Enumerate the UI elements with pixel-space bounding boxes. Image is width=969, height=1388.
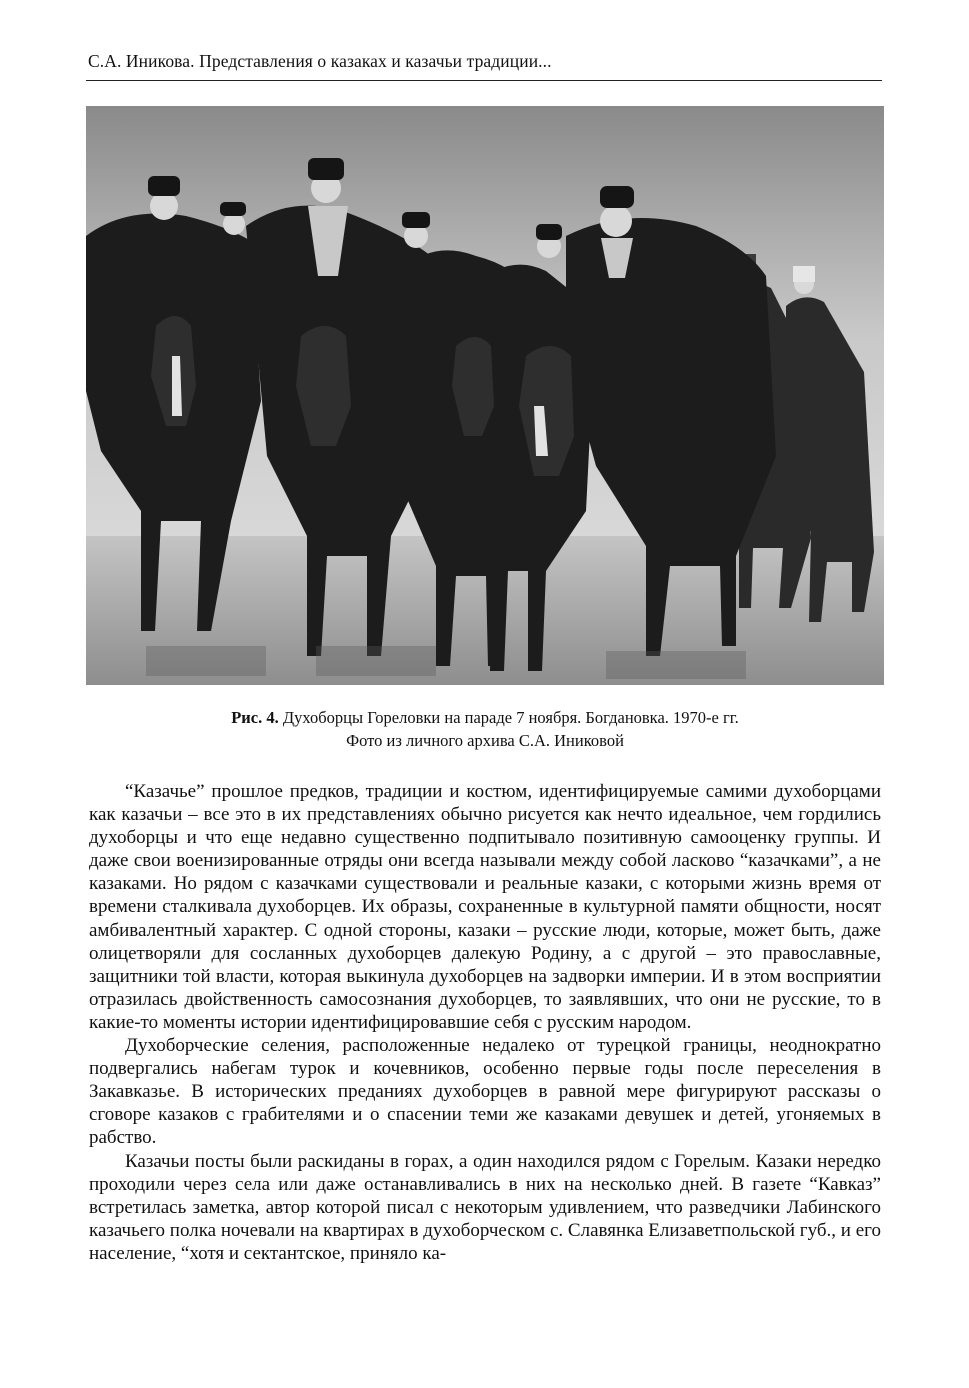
photo-illustration — [86, 106, 884, 685]
caption-line-1 — [86, 706, 884, 729]
figure-caption — [86, 706, 884, 752]
paragraph: Казачьи посты были раскиданы в горах, а один находился рядом с Горелым. Казаки нередко проходили через села или даже останавливались в них на несколько дней. В газете “Кавказ” встретилась заметка, автор которой писал с некоторым удивлением, что разведчики Лабинского казачьего полка ночевали на квартирах в духоборческом с. Славянка Елизаветпольской губ., и его население, “хотя и сектантское, приняло ка- — [89, 1150, 881, 1264]
caption-source: Фото из личного архива С.А. Иниковой — [346, 731, 624, 750]
figure-photo-riders — [86, 106, 884, 685]
header-rule — [86, 80, 882, 81]
caption-text: Духоборцы Гореловки на параде 7 ноября. Богдановка. 1970-е гг. — [278, 708, 739, 727]
paragraph: Духоборческие селения, расположенные недалеко от турецкой границы, неоднократно подвергались набегам турок и кочевников, особенно первые годы после переселения в Закавказье. В исторических преданиях духоборцев в равной мере фигурируют рассказы о сговоре казаков с грабителями и о спасении теми же казаками девушек и детей, угоняемых в рабство. — [89, 1035, 881, 1149]
caption-label: Рис. 4. — [231, 708, 279, 727]
body-text — [89, 780, 881, 1265]
running-header: С.А. Иникова. Представления о казаках и казачьи традиции... — [88, 51, 552, 71]
paragraph: “Казачье” прошлое предков, традиции и костюм, идентифицируемые самими духоборцами как казачьи – все это в их представлениях обычно рисуется как нечто идеальное, чем гордились духоборцы и что еще недавно существенно подпитывало позитивную самооценку группы. И даже свои военизированные отряды они всегда называли между собой ласково “казачками”, а не казаками. Но рядом с казачками существовали и реальные казаки, с которыми жизнь время от времени сталкивала духоборцев. Их образы, сохраненные в культурной памяти общности, носят амбивалентный характер. С одной стороны, казаки – русские люди, которые, может быть, даже олицетворяли для сосланных духоборцев далекую Родину, а с другой – это православные, защитники той власти, которая выкинула духоборцев на задворки империи. И в этом восприятии отразилась двойственность самосознания духоборцев, то заявлявших, что они не русские, то в какие-то моменты истории идентифицировавшие себя с русским народом. — [89, 781, 881, 1033]
